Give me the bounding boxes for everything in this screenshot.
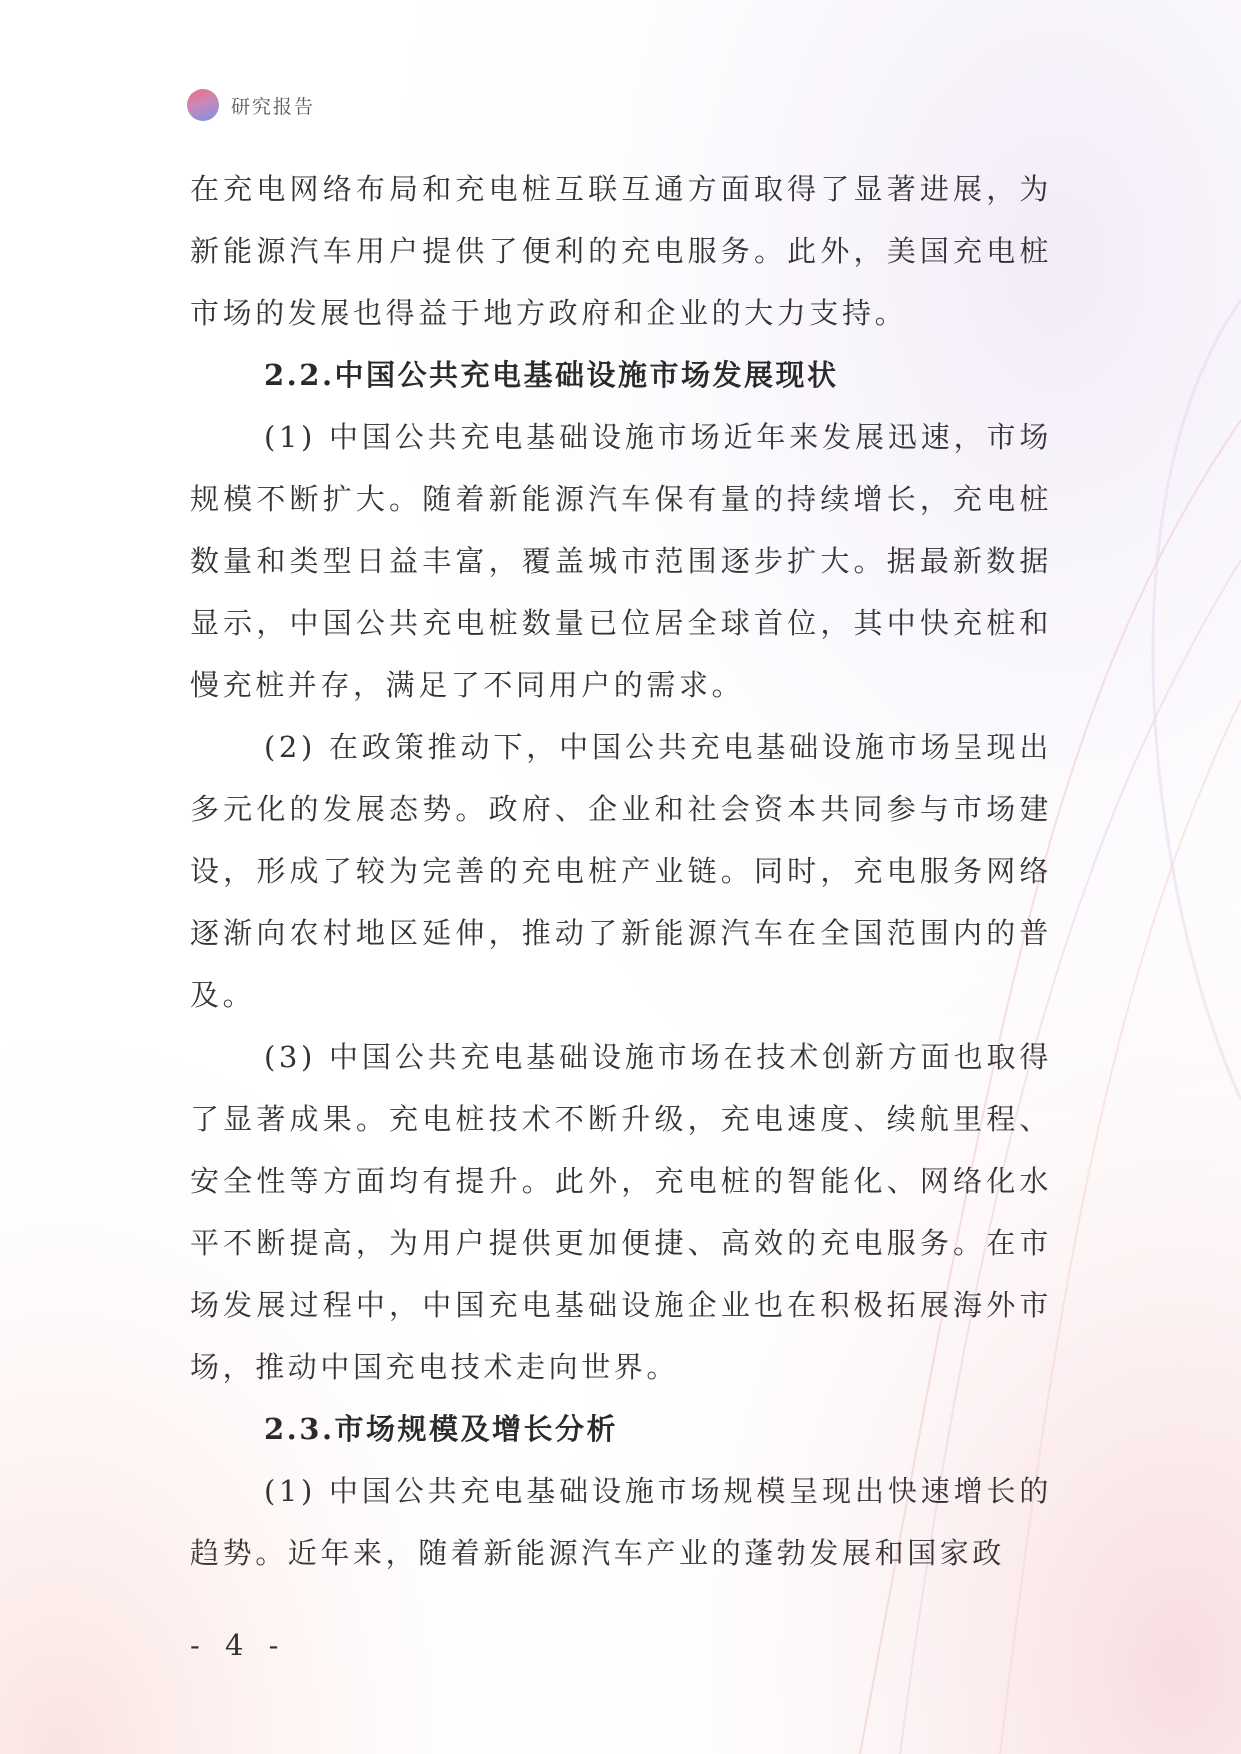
page-header xyxy=(187,88,315,122)
body-paragraph: 在充电网络布局和充电桩互联互通方面取得了显著进展，为新能源汽车用户提供了便利的充电服务。此外，美国充电桩市场的发展也得益于地方政府和企业的大力支持。 xyxy=(190,172,1052,330)
body-paragraph: (1) 中国公共充电基础设施市场近年来发展迅速，市场规模不断扩大。随着新能源汽车保有量的持续增长，充电桩数量和类型日益丰富，覆盖城市范围逐步扩大。据最新数据显示，中国公共充电桩数量已位居全球首位，其中快充桩和慢充桩并存，满足了不同用户的需求。 xyxy=(190,420,1052,702)
body-paragraph: (2) 在政策推动下，中国公共充电基础设施市场呈现出多元化的发展态势。政府、企业和社会资本共同参与市场建设，形成了较为完善的充电桩产业链。同时，充电服务网络逐渐向农村地区延伸，推动了新能源汽车在全国范围内的普及。 xyxy=(190,730,1052,1012)
page-number: - 4 - xyxy=(190,1628,287,1662)
body-paragraph: (1) 中国公共充电基础设施市场规模呈现出快速增长的趋势。近年来，随着新能源汽车产业的蓬勃发展和国家政 xyxy=(190,1474,1052,1570)
section-heading-2-2: 2.2.中国公共充电基础设施市场发展现状 xyxy=(264,358,839,392)
header-title: 研究报告 xyxy=(231,95,316,118)
section-heading-2-3: 2.3.市场规模及增长分析 xyxy=(264,1412,619,1446)
body-paragraph: (3) 中国公共充电基础设施市场在技术创新方面也取得了显著成果。充电桩技术不断升级，充电速度、续航里程、安全性等方面均有提升。此外，充电桩的智能化、网络化水平不断提高，为用户提供更加便捷、高效的充电服务。在市场发展过程中，中国充电基础设施企业也在积极拓展海外市场，推动中国充电技术走向世界。 xyxy=(190,1040,1052,1384)
document-body xyxy=(190,158,1052,1584)
report-logo-icon xyxy=(187,89,219,121)
